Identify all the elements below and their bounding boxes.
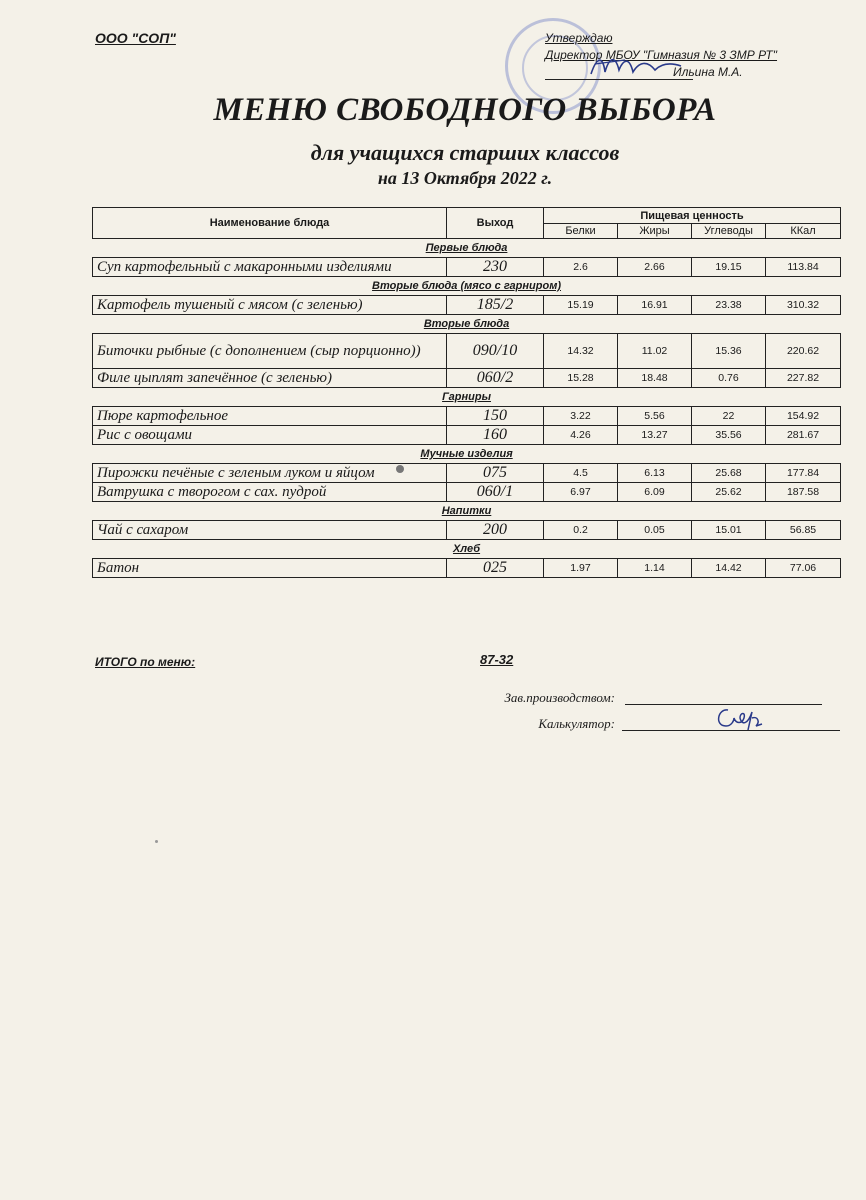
fat-value: 0.05 — [618, 521, 692, 540]
protein-value: 3.22 — [544, 407, 618, 426]
kcal-value: 187.58 — [766, 483, 841, 502]
dish-name: Суп картофельный с макаронными изделиями — [93, 258, 447, 277]
production-manager-label: Зав.производством: — [504, 690, 615, 705]
section-title: Гарниры — [93, 388, 841, 407]
kcal-value: 220.62 — [766, 334, 841, 369]
carbs-value: 22 — [692, 407, 766, 426]
dish-yield: 200 — [447, 521, 544, 540]
dish-name: Картофель тушеный с мясом (с зеленью) — [93, 296, 447, 315]
carbs-value: 25.68 — [692, 464, 766, 483]
table-row — [93, 258, 841, 277]
col-header-yield: Выход — [447, 208, 544, 239]
kcal-value: 177.84 — [766, 464, 841, 483]
protein-value: 1.97 — [544, 559, 618, 578]
dish-name: Биточки рыбные (с дополнением (сыр порционно)) — [93, 334, 447, 369]
section-header-row — [93, 277, 841, 296]
section-header-row — [93, 502, 841, 521]
menu-table — [92, 207, 841, 578]
kcal-value: 56.85 — [766, 521, 841, 540]
col-header-kcal: ККал — [766, 224, 841, 239]
section-header-row — [93, 388, 841, 407]
protein-value: 2.6 — [544, 258, 618, 277]
dish-yield: 075 — [447, 464, 544, 483]
section-title: Первые блюда — [93, 239, 841, 258]
menu-table-body — [93, 208, 841, 578]
col-header-carbs: Углеводы — [692, 224, 766, 239]
carbs-value: 35.56 — [692, 426, 766, 445]
kcal-value: 154.92 — [766, 407, 841, 426]
dish-yield: 090/10 — [447, 334, 544, 369]
kcal-value: 77.06 — [766, 559, 841, 578]
dish-name: Пирожки печёные с зеленым луком и яйцом — [93, 464, 447, 483]
total-label: ИТОГО по меню: — [95, 655, 196, 669]
protein-value: 4.5 — [544, 464, 618, 483]
dish-name: Рис с овощами — [93, 426, 447, 445]
paper-spot — [396, 465, 404, 473]
table-row — [93, 369, 841, 388]
dish-yield: 160 — [447, 426, 544, 445]
table-row — [93, 559, 841, 578]
kcal-value: 113.84 — [766, 258, 841, 277]
kcal-value: 281.67 — [766, 426, 841, 445]
kcal-value: 310.32 — [766, 296, 841, 315]
dish-name: Пюре картофельное — [93, 407, 447, 426]
protein-value: 4.26 — [544, 426, 618, 445]
protein-value: 6.97 — [544, 483, 618, 502]
section-title: Хлеб — [93, 540, 841, 559]
dish-yield: 060/2 — [447, 369, 544, 388]
kcal-value: 227.82 — [766, 369, 841, 388]
dish-name: Чай с сахаром — [93, 521, 447, 540]
menu-date: на 13 Октября 2022 г. — [377, 168, 553, 188]
section-header-row — [93, 239, 841, 258]
fat-value: 11.02 — [618, 334, 692, 369]
fat-value: 6.09 — [618, 483, 692, 502]
table-row — [93, 426, 841, 445]
col-header-nutrition: Пищевая ценность — [544, 208, 841, 224]
table-row — [93, 521, 841, 540]
dish-yield: 230 — [447, 258, 544, 277]
fat-value: 16.91 — [618, 296, 692, 315]
section-header-row — [93, 540, 841, 559]
dish-yield: 150 — [447, 407, 544, 426]
director-line: Директор МБОУ "Гимназия № 3 ЗМР РТ" — [545, 48, 778, 62]
protein-value: 15.28 — [544, 369, 618, 388]
fat-value: 13.27 — [618, 426, 692, 445]
fat-value: 2.66 — [618, 258, 692, 277]
dish-name: Ватрушка с творогом с сах. пудрой — [93, 483, 447, 502]
director-signature — [585, 46, 695, 86]
table-row — [93, 407, 841, 426]
table-row — [93, 464, 841, 483]
section-header-row — [93, 315, 841, 334]
carbs-value: 25.62 — [692, 483, 766, 502]
table-row — [93, 483, 841, 502]
calculator-signature — [712, 700, 772, 734]
carbs-value: 0.76 — [692, 369, 766, 388]
menu-title: МЕНЮ СВОБОДНОГО ВЫБОРА — [213, 92, 717, 128]
carbs-value: 14.42 — [692, 559, 766, 578]
fat-value: 6.13 — [618, 464, 692, 483]
calculator-label: Калькулятор: — [538, 716, 615, 731]
section-title: Вторые блюда (мясо с гарниром) — [93, 277, 841, 296]
company-name: ООО "СОП" — [95, 30, 176, 46]
dish-yield: 025 — [447, 559, 544, 578]
dish-yield: 060/1 — [447, 483, 544, 502]
fat-value: 1.14 — [618, 559, 692, 578]
carbs-value: 19.15 — [692, 258, 766, 277]
col-header-protein: Белки — [544, 224, 618, 239]
section-title: Вторые блюда — [93, 315, 841, 334]
section-title: Мучные изделия — [93, 445, 841, 464]
paper-speck — [155, 840, 158, 843]
col-header-fat: Жиры — [618, 224, 692, 239]
carbs-value: 15.01 — [692, 521, 766, 540]
approved-label: Утверждаю — [545, 31, 613, 45]
dish-name: Батон — [93, 559, 447, 578]
dish-yield: 185/2 — [447, 296, 544, 315]
protein-value: 0.2 — [544, 521, 618, 540]
section-title: Напитки — [93, 502, 841, 521]
carbs-value: 23.38 — [692, 296, 766, 315]
fat-value: 18.48 — [618, 369, 692, 388]
fat-value: 5.56 — [618, 407, 692, 426]
total-value: 87-32 — [480, 652, 514, 667]
dish-name: Филе цыплят запечённое (с зеленью) — [93, 369, 447, 388]
table-row — [93, 296, 841, 315]
director-name: Ильина М.А. — [673, 65, 743, 79]
menu-subtitle: для учащихся старших классов — [310, 140, 620, 165]
section-header-row — [93, 445, 841, 464]
carbs-value: 15.36 — [692, 334, 766, 369]
table-row — [93, 334, 841, 369]
protein-value: 14.32 — [544, 334, 618, 369]
table-header-row — [93, 208, 841, 224]
col-header-name: Наименование блюда — [93, 208, 447, 239]
protein-value: 15.19 — [544, 296, 618, 315]
